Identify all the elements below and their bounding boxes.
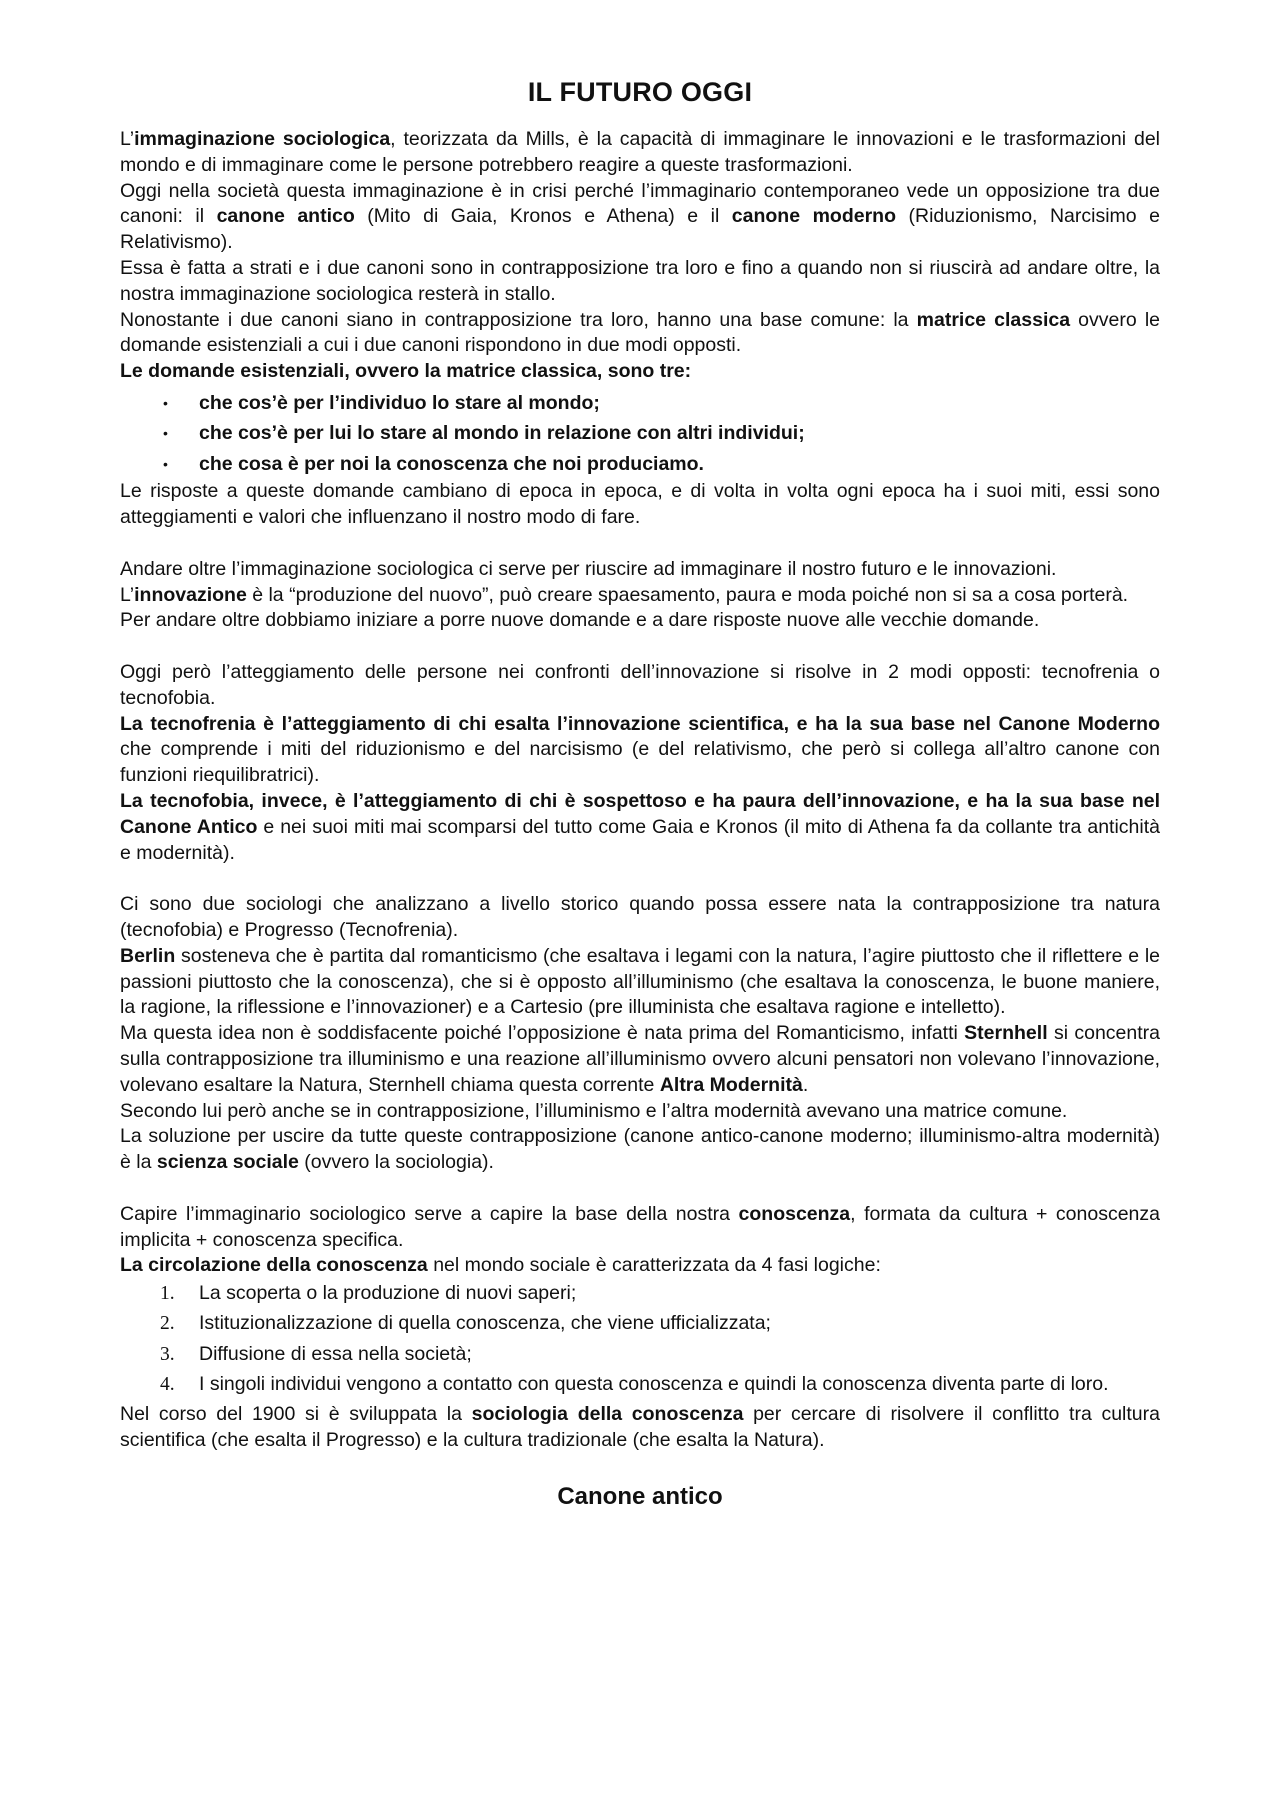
spacer — [120, 634, 1160, 660]
bold-term: La circolazione della conoscenza — [120, 1254, 428, 1277]
page-title: IL FUTURO OGGI — [527, 77, 753, 107]
list-number: 2. — [160, 1313, 175, 1335]
paragraph-nuove-domande: Per andare oltre dobbiamo iniziare a porre nuove domande e a dare risposte nuove alle vecchie domande. — [120, 609, 1040, 632]
section-heading: Canone antico — [557, 1482, 723, 1510]
paragraph-canoni — [120, 179, 1160, 256]
list-item — [120, 418, 1160, 449]
spacer — [120, 531, 1160, 557]
numbered-list — [120, 1281, 1160, 1398]
text-run: L’ — [120, 128, 135, 150]
bullet-icon: • — [163, 455, 168, 472]
list-item-text: La scoperta o la produzione di nuovi saperi; — [199, 1282, 577, 1305]
bold-term: innovazione — [134, 583, 247, 606]
paragraph-sociologi: Ci sono due sociologi che analizzano a livello storico quando possa essere nata la contrapposizione tra natura (tecnofobia) e Progresso (Tecnofrenia). — [120, 893, 1160, 942]
bold-term: Sternhell — [964, 1022, 1048, 1045]
list-number: 3. — [160, 1343, 175, 1365]
bold-term: scienza sociale — [156, 1151, 299, 1174]
text-run: (Mito di Gaia, Kronos e Athena) e il — [354, 205, 732, 228]
paragraph-berlin — [120, 944, 1160, 1021]
bold-term: canone antico — [216, 205, 355, 228]
paragraph-domande-heading — [120, 359, 1160, 385]
bold-term: Le domande esistenziali, ovvero la matrice classica, sono tre: — [120, 360, 692, 383]
text-run: (Riduzionismo, Narcisimo e Relativismo). — [120, 205, 1160, 254]
paragraph-immaginazione — [120, 127, 1160, 179]
paragraph-conoscenza — [120, 1202, 1160, 1254]
text-run: L’ — [120, 583, 135, 606]
text-run: Nonostante i due canoni siano in contrapposizione tra loro, hanno una base comune: la — [120, 308, 917, 331]
list-item-text: Istituzionalizzazione di quella conoscenza, che viene ufficializzata; — [199, 1312, 771, 1335]
list-item — [120, 1281, 1160, 1307]
bullet-icon: • — [163, 394, 168, 411]
text-run: e nei suoi miti mai scomparsi del tutto come Gaia e Kronos (il mito di Athena fa da collante tra antichità e modernità). — [120, 815, 1160, 864]
list-item — [120, 1372, 1160, 1398]
text-run: per cercare di risolvere il conflitto tra cultura scientifica (che esalta il Progresso) e la cultura tradizionale (che esalta la Natura). — [120, 1403, 1160, 1452]
text-run: Nel corso del 1900 si è sviluppata la — [120, 1403, 472, 1426]
list-item — [120, 1311, 1160, 1337]
paragraph-sociologia-conoscenza — [120, 1402, 1160, 1454]
bold-term: La tecnofobia, invece, è l’atteggiamento di chi è sospettoso e ha paura dell’innovazione, e ha la sua base nel Canone Antico — [120, 790, 1160, 838]
text-run: La soluzione per uscire da tutte queste contrapposizione (canone antico-canone moderno; illuminismo-altra modernità) è la — [120, 1125, 1160, 1174]
bold-term: sociologia della conoscenza — [471, 1403, 744, 1426]
bold-term: conoscenza — [738, 1202, 851, 1225]
paragraph-atteggiamento: Oggi però l’atteggiamento delle persone nei confronti dell’innovazione si risolve in 2 modi opposti: tecnofrenia o tecnofobia. — [120, 661, 1160, 709]
list-item-text: che cos’è per lui lo stare al mondo in relazione con altri individui; — [199, 422, 805, 445]
list-item — [120, 449, 1160, 480]
list-number: 4. — [160, 1374, 175, 1396]
list-item-text: Diffusione di essa nella società; — [199, 1342, 472, 1365]
paragraph-soluzione — [120, 1124, 1160, 1176]
bold-term: La tecnofrenia è l’atteggiamento di chi esalta l’innovazione scientifica, e ha la sua base nel Canone Moderno — [120, 712, 1160, 735]
paragraph-matrice-comune: Secondo lui però anche se in contrapposizione, l’illuminismo e l’altra modernità avevano una matrice comune. — [120, 1099, 1068, 1122]
list-item-text: I singoli individui vengono a contatto con questa conoscenza e quindi la conoscenza diventa parte di loro. — [199, 1373, 1109, 1396]
spacer — [120, 1176, 1160, 1202]
bold-term: Berlin — [120, 944, 176, 967]
paragraph-sternhell — [120, 1021, 1160, 1098]
text-run: , formata da cultura + conoscenza implicita + conoscenza specifica. — [120, 1202, 1160, 1251]
bullet-list — [120, 388, 1160, 480]
text-run: è la “produzione del nuovo”, può creare spaesamento, paura e moda poiché non si sa a cosa porterà. — [246, 583, 1129, 606]
paragraph-circolazione — [120, 1253, 1160, 1279]
paragraph-andare-oltre: Andare oltre l’immaginazione sociologica ci serve per riuscire ad immaginare il nostro futuro e le innovazioni. — [120, 557, 1057, 580]
paragraph-risposte: Le risposte a queste domande cambiano di epoca in epoca, e di volta in volta ogni epoca ha i suoi miti, essi sono atteggiamenti e valori che influenzano il nostro modo di fare. — [120, 480, 1160, 529]
bold-term: matrice classica — [916, 308, 1071, 331]
paragraph-tecnofobia — [120, 789, 1160, 866]
text-run: (ovvero la sociologia). — [298, 1151, 494, 1174]
bold-term: canone moderno — [731, 205, 896, 228]
list-item — [120, 1342, 1160, 1368]
text-run: si concentra sulla contrapposizione tra illuminismo e una reazione all’illuminismo ovvero alcuni pensatori non volevano l’innovazione, volevano esaltare la Natura, Sternhell chiama questa corrente — [120, 1022, 1160, 1096]
text-run: nel mondo sociale è caratterizzata da 4 fasi logiche: — [427, 1254, 881, 1277]
list-item — [120, 388, 1160, 419]
paragraph-innovazione — [120, 583, 1160, 609]
bullet-icon: • — [163, 425, 168, 442]
paragraph-matrice — [120, 308, 1160, 360]
text-run: . — [802, 1073, 809, 1096]
text-run: sosteneva che è partita dal romanticismo (che esaltava i legami con la natura, l’agire piuttosto che il riflettere e le passioni piuttosto che la conoscenza), che si è opposto all’illuminismo (che esaltava la conoscenza, le buone maniere, la ragione, la riflessione e l’innovazioner) e a Cartesio (pre illuminista che esaltava ragione e intelletto). — [120, 944, 1160, 1019]
paragraph-strati: Essa è fatta a strati e i due canoni sono in contrapposizione tra loro e fino a quando non si riuscirà ad andare oltre, la nostra immaginazione sociologica resterà in stallo. — [120, 256, 1160, 305]
text-run: Ma questa idea non è soddisfacente poiché l’opposizione è nata prima del Romanticismo, infatti — [120, 1022, 965, 1045]
text-run: ovvero le domande esistenziali a cui i due canoni rispondono in due modi opposti. — [120, 308, 1161, 357]
list-item-text: che cos’è per l’individuo lo stare al mondo; — [199, 391, 600, 414]
paragraph-tecnofrenia — [120, 712, 1160, 789]
bold-term: Altra Modernità — [659, 1073, 803, 1096]
list-number: 1. — [160, 1283, 175, 1305]
text-run: Oggi nella società questa immaginazione è in crisi perché l’immaginario contemporaneo vede un opposizione tra due canoni: il — [120, 179, 1160, 228]
bold-term: immaginazione sociologica — [134, 128, 391, 150]
list-item-text: che cosa è per noi la conoscenza che noi produciamo. — [199, 452, 704, 475]
spacer — [120, 866, 1160, 892]
text-run: , teorizzata da Mills, è la capacità di immaginare le innovazioni e le trasformazioni del mondo e di immaginare come le persone potrebbero reagire a queste trasformazioni. — [120, 128, 1160, 176]
text-run: che comprende i miti del riduzionismo e del narcisismo (e del relativismo, che però si collega all’altro canone con funzioni riequilibratrici). — [120, 738, 1160, 787]
text-run: Capire l’immaginario sociologico serve a capire la base della nostra — [120, 1202, 739, 1225]
document-page — [120, 76, 1160, 1512]
